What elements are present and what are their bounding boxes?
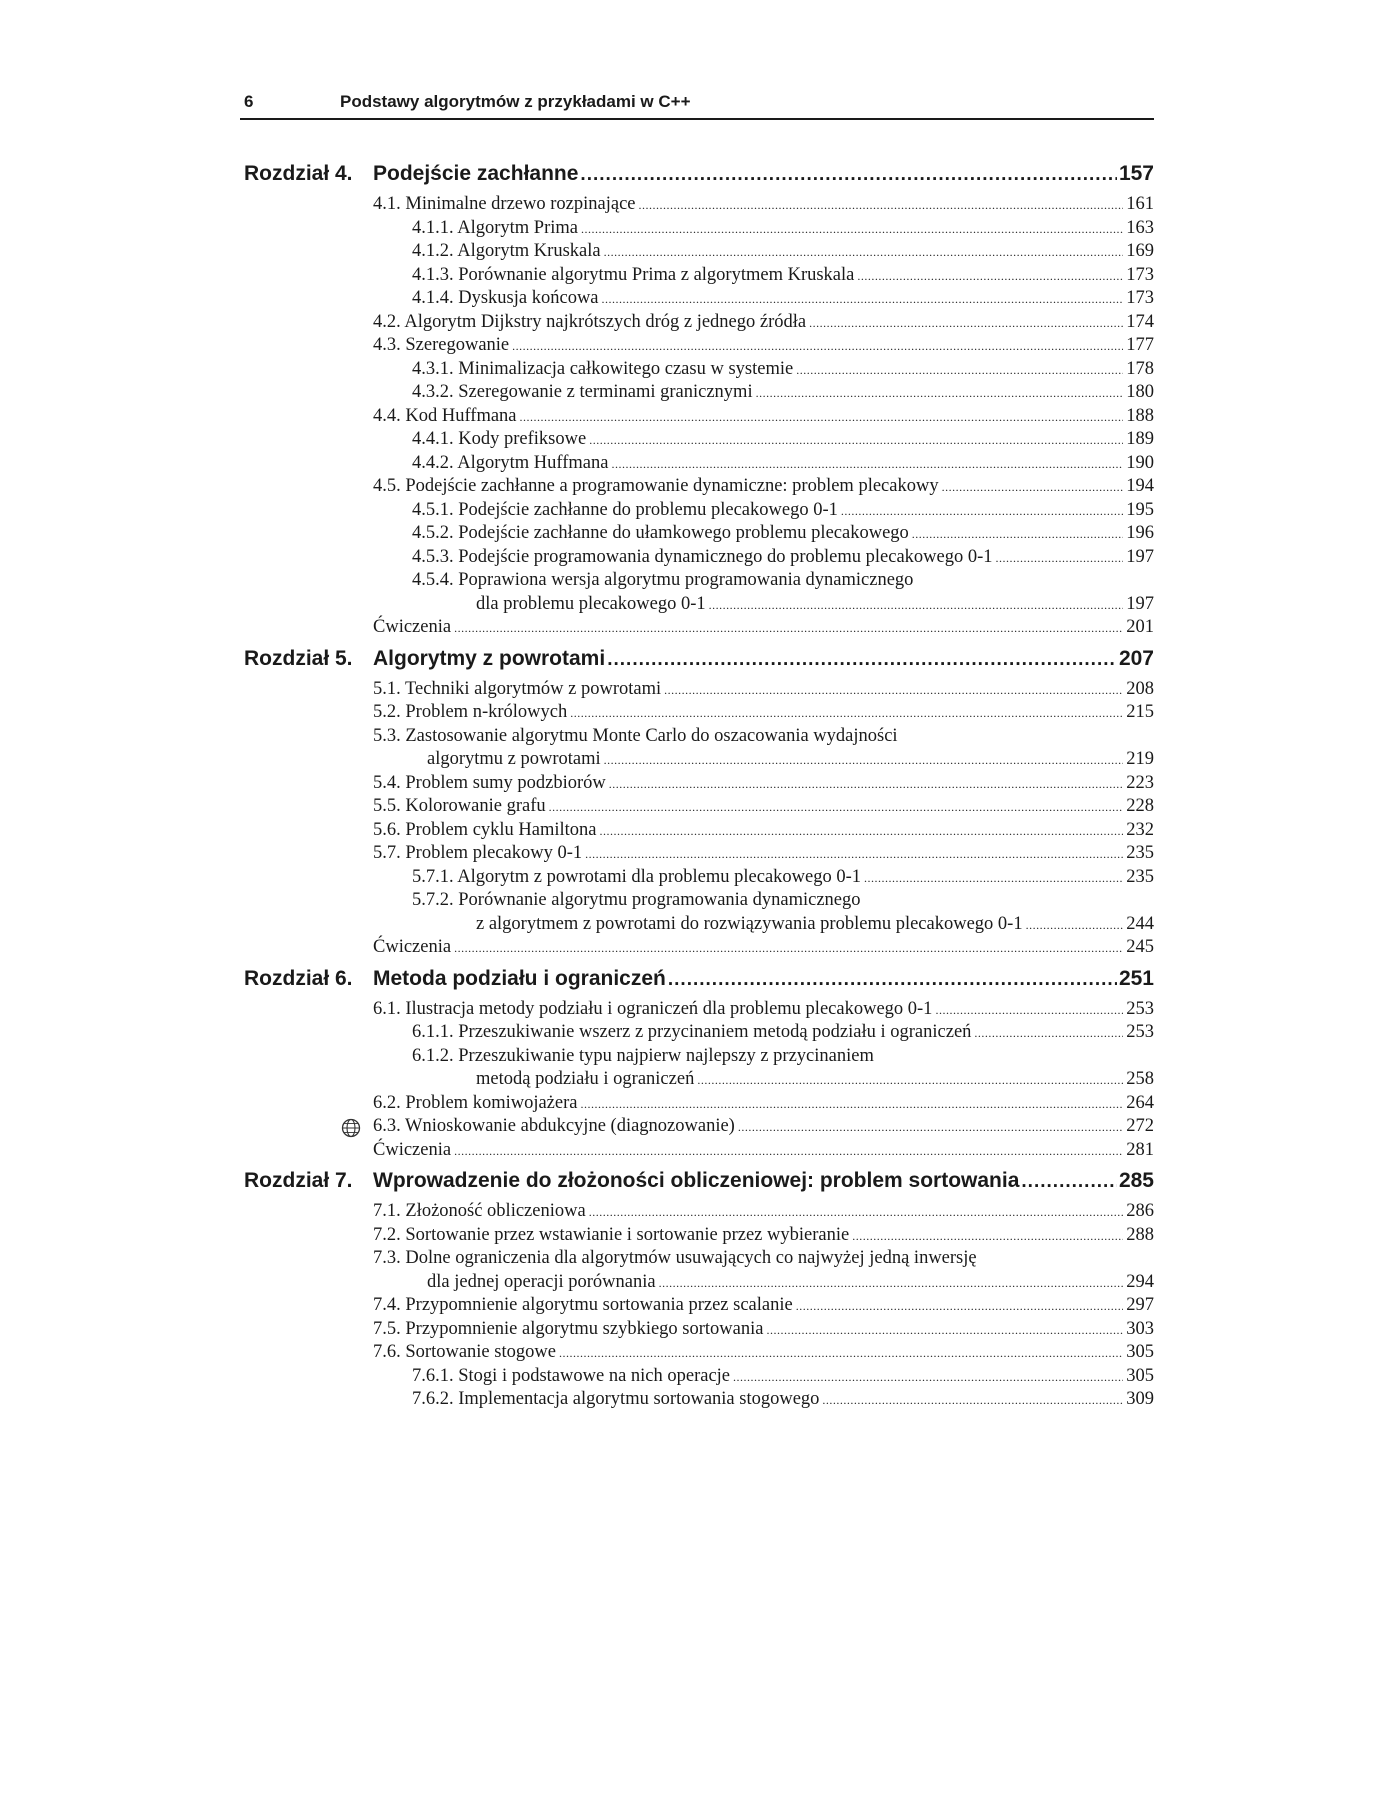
entry-title: 5.7. Problem plecakowy 0-1	[373, 843, 583, 863]
dot-leader	[659, 1276, 1123, 1291]
entry-page: 195	[1126, 499, 1154, 520]
entry-title: metodą podziału i ograniczeń	[476, 1069, 695, 1089]
dot-leader	[585, 847, 1123, 862]
entry-title: 7.6.2. Implementacja algorytmu sortowania stogowego	[412, 1389, 820, 1409]
entry-title: 7.1. Złożoność obliczeniowa	[373, 1201, 586, 1221]
toc-entry[interactable]	[476, 1069, 1154, 1093]
chapter-title: Wprowadzenie do złożoności obliczeniowej: problem sortowania	[373, 1169, 1020, 1192]
entry-page: 190	[1126, 452, 1154, 473]
dot-leader	[639, 198, 1124, 213]
toc-entry[interactable]	[373, 1201, 1154, 1225]
dot-leader	[589, 1205, 1123, 1220]
entry-page: 294	[1126, 1271, 1154, 1292]
entry-title: 4.5.1. Podejście zachłanne do problemu plecakowego 0-1	[412, 499, 838, 520]
chapter-page: 285	[1118, 1169, 1154, 1192]
dot-leader	[454, 941, 1123, 956]
chapter-label: Rozdział 4.	[244, 162, 353, 185]
dot-leader	[996, 551, 1123, 566]
dot-leader	[796, 1299, 1123, 1314]
entry-title: 4.5. Podejście zachłanne a programowanie dynamiczne: problem plecakowy	[373, 476, 939, 496]
toc-entry[interactable]	[373, 1342, 1154, 1366]
toc-entry[interactable]	[373, 335, 1154, 359]
toc-entry[interactable]	[412, 453, 1154, 477]
toc-entry[interactable]	[373, 1225, 1154, 1249]
toc-entry[interactable]	[427, 749, 1154, 773]
entry-page: 253	[1126, 1022, 1154, 1042]
book-title: Podstawy algorytmów z przykładami w C++	[340, 92, 691, 111]
dot-leader	[609, 777, 1123, 792]
chapter-title: Podejście zachłanne	[373, 162, 579, 185]
toc-entry[interactable]	[412, 500, 1154, 524]
entry-title: 6.3. Wnioskowanie abdukcyjne (diagnozowanie)	[373, 1116, 735, 1136]
toc-entry[interactable]	[373, 1295, 1154, 1319]
entry-title: 5.7.2. Porównanie algorytmu programowania dynamicznego	[412, 890, 861, 910]
dot-leader	[822, 1393, 1123, 1408]
toc-entry[interactable]	[373, 937, 1154, 961]
dot-leader	[664, 683, 1123, 698]
toc-entry[interactable]	[373, 843, 1154, 867]
entry-title: 4.4.1. Kody prefiksowe	[412, 429, 587, 449]
entry-title: 7.3. Dolne ograniczenia dla algorytmów usuwających co najwyżej jedną inwersję	[373, 1248, 977, 1268]
entry-page: 303	[1126, 1318, 1154, 1339]
toc-entry[interactable]	[373, 617, 1154, 641]
dot-leader	[580, 1097, 1123, 1112]
entry-page: 258	[1126, 1069, 1154, 1089]
dot-leader	[864, 871, 1123, 886]
entry-page: 281	[1126, 1139, 1154, 1160]
entry-title: 4.3.2. Szeregowanie z terminami granicznymi	[412, 382, 753, 402]
chapter-title: Algorytmy z powrotami	[373, 646, 606, 670]
dot-leader	[668, 969, 1117, 991]
chapter-4	[240, 162, 1154, 643]
toc-entry[interactable]	[412, 523, 1154, 547]
dot-leader	[697, 1073, 1123, 1088]
entry-title: 5.3. Zastosowanie algorytmu Monte Carlo do oszacowania wydajności	[373, 725, 898, 746]
toc-entry[interactable]	[412, 890, 1154, 914]
entry-title: 7.2. Sortowanie przez wstawianie i sortowanie przez wybieranie	[373, 1224, 850, 1245]
toc-entry[interactable]	[412, 1022, 1154, 1046]
dot-leader	[549, 800, 1123, 815]
toc-entry[interactable]	[373, 796, 1154, 820]
toc-entry[interactable]	[373, 773, 1154, 797]
toc-entry[interactable]	[412, 570, 1154, 594]
entry-page: 194	[1126, 476, 1154, 496]
dot-leader	[520, 410, 1123, 425]
dot-leader	[604, 245, 1123, 260]
toc-entry[interactable]	[373, 1319, 1154, 1343]
dot-leader	[709, 598, 1123, 613]
entry-title: 4.3.1. Minimalizacja całkowitego czasu w systemie	[412, 358, 794, 379]
entry-page: 163	[1126, 217, 1154, 238]
chapter-heading[interactable]	[240, 647, 1154, 679]
dot-leader	[857, 269, 1123, 284]
entry-title: 5.7.1. Algorytm z powrotami dla problemu plecakowego 0-1	[412, 866, 862, 887]
toc-entry[interactable]	[373, 1140, 1154, 1164]
chapter-heading[interactable]	[240, 1169, 1154, 1201]
entry-page: 264	[1126, 1092, 1154, 1113]
entry-title: 4.1.1. Algorytm Prima	[412, 217, 578, 238]
dot-leader	[1021, 1171, 1117, 1193]
entry-title: 4.5.2. Podejście zachłanne do ułamkowego problemu plecakowego	[412, 523, 909, 543]
entry-title: 4.1. Minimalne drzewo rozpinające	[373, 194, 636, 214]
running-header	[240, 92, 1154, 120]
toc-entry[interactable]	[373, 476, 1154, 500]
entry-page: 235	[1126, 843, 1154, 863]
toc-entry[interactable]	[373, 1093, 1154, 1117]
entry-page: 235	[1126, 866, 1154, 887]
entry-title: 4.4. Kod Huffmana	[373, 405, 517, 426]
dot-leader	[570, 706, 1123, 721]
toc-entry[interactable]	[412, 241, 1154, 265]
entry-page: 201	[1126, 617, 1154, 637]
toc-entry[interactable]	[412, 288, 1154, 312]
chapter-5	[240, 647, 1154, 963]
chapter-6	[240, 967, 1154, 1166]
entry-page: 197	[1126, 593, 1154, 614]
toc-entry[interactable]	[412, 429, 1154, 453]
entry-title: 7.5. Przypomnienie algorytmu szybkiego sortowania	[373, 1318, 764, 1339]
entry-page: 272	[1126, 1116, 1154, 1136]
chapter-page: 157	[1118, 162, 1154, 185]
dot-leader	[942, 480, 1123, 495]
dot-leader	[602, 292, 1123, 307]
entry-title: 6.1. Ilustracja metody podziału i ograniczeń dla problemu plecakowego 0-1	[373, 998, 933, 1019]
entry-title: 6.2. Problem komiwojażera	[373, 1092, 578, 1113]
table-of-contents	[240, 162, 1154, 1419]
toc-entry[interactable]	[412, 547, 1154, 571]
entry-title: 5.2. Problem n-królowych	[373, 702, 568, 722]
toc-entry[interactable]	[373, 406, 1154, 430]
entry-page: 245	[1126, 937, 1154, 957]
entry-page: 208	[1126, 678, 1154, 699]
entry-title: 4.1.2. Algorytm Kruskala	[412, 241, 601, 261]
entry-page: 232	[1126, 819, 1154, 840]
dot-leader	[581, 222, 1123, 237]
dot-leader	[604, 753, 1123, 768]
entry-page: 305	[1126, 1342, 1154, 1362]
toc-entry[interactable]	[412, 1389, 1154, 1413]
entry-page: 228	[1126, 796, 1154, 816]
entry-page: 161	[1126, 194, 1154, 214]
entry-title: dla problemu plecakowego 0-1	[476, 593, 706, 614]
dot-leader	[809, 316, 1123, 331]
toc-entry[interactable]	[373, 312, 1154, 336]
dot-leader	[766, 1323, 1123, 1338]
chapter-page: 251	[1118, 966, 1154, 990]
toc-entry[interactable]	[373, 1248, 1154, 1272]
chapter-label: Rozdział 5.	[244, 646, 353, 670]
dot-leader	[589, 433, 1123, 448]
page-number: 6	[244, 92, 254, 111]
entry-page: 286	[1126, 1201, 1154, 1221]
entry-title: algorytmu z powrotami	[427, 749, 601, 769]
toc-entry[interactable]	[412, 382, 1154, 406]
dot-leader	[733, 1370, 1123, 1385]
entry-page: 309	[1126, 1389, 1154, 1409]
entry-page: 215	[1126, 702, 1154, 722]
entry-page: 305	[1126, 1365, 1154, 1386]
toc-entry[interactable]	[412, 265, 1154, 289]
chapter-label: Rozdział 6.	[244, 966, 353, 990]
entry-title: Ćwiczenia	[373, 1139, 452, 1160]
dot-leader	[559, 1346, 1123, 1361]
entry-page: 174	[1126, 311, 1154, 332]
entry-title: 4.2. Algorytm Dijkstry najkrótszych dróg z jednego źródła	[373, 311, 807, 332]
entry-title: dla jednej operacji porównania	[427, 1271, 656, 1292]
toc-entry[interactable]	[373, 702, 1154, 726]
dot-leader	[738, 1120, 1123, 1135]
chapter-label: Rozdział 7.	[244, 1169, 353, 1192]
toc-entry[interactable]	[427, 1272, 1154, 1296]
toc-entry[interactable]	[412, 867, 1154, 891]
chapter-7	[240, 1169, 1154, 1415]
entry-page: 253	[1126, 998, 1154, 1019]
chapter-heading[interactable]	[240, 162, 1154, 194]
entry-title: 7.4. Przypomnienie algorytmu sortowania przez scalanie	[373, 1295, 793, 1315]
entry-title: 4.1.4. Dyskusja końcowa	[412, 288, 599, 308]
dot-leader	[935, 1003, 1123, 1018]
toc-entry[interactable]	[373, 999, 1154, 1023]
entry-page: 288	[1126, 1224, 1154, 1245]
toc-entry[interactable]	[412, 1366, 1154, 1390]
entry-title: 7.6. Sortowanie stogowe	[373, 1342, 556, 1362]
entry-title: 7.6.1. Stogi i podstawowe na nich operacje	[412, 1365, 731, 1386]
entry-title: 4.5.4. Poprawiona wersja algorytmu programowania dynamicznego	[412, 570, 914, 590]
toc-entry[interactable]	[373, 679, 1154, 703]
dot-leader	[600, 824, 1123, 839]
entry-page: 297	[1126, 1295, 1154, 1315]
entry-title: 4.3. Szeregowanie	[373, 335, 510, 355]
entry-title: 5.1. Techniki algorytmów z powrotami	[373, 678, 662, 699]
entry-page: 169	[1126, 241, 1154, 261]
entry-page: 173	[1126, 288, 1154, 308]
entry-page: 188	[1126, 405, 1154, 426]
entry-title: 4.4.2. Algorytm Huffmana	[412, 452, 609, 473]
toc-entry[interactable]	[476, 914, 1154, 938]
dot-leader	[454, 621, 1123, 636]
dot-leader	[454, 1144, 1123, 1159]
dot-leader	[974, 1026, 1123, 1041]
chapter-heading[interactable]	[240, 967, 1154, 999]
dot-leader	[756, 386, 1123, 401]
entry-title: 6.1.1. Przeszukiwanie wszerz z przycinaniem metodą podziału i ograniczeń	[412, 1022, 972, 1042]
entry-page: 244	[1126, 913, 1154, 934]
chapter-page: 207	[1118, 646, 1154, 670]
toc-entry[interactable]	[373, 1116, 1154, 1140]
toc-entry[interactable]	[412, 218, 1154, 242]
dot-leader	[512, 339, 1123, 354]
globe-icon	[341, 1118, 361, 1138]
entry-title: 5.5. Kolorowanie grafu	[373, 796, 546, 816]
entry-page: 197	[1126, 546, 1154, 567]
entry-title: Ćwiczenia	[373, 617, 452, 637]
entry-title: z algorytmem z powrotami do rozwiązywania problemu plecakowego 0-1	[476, 913, 1023, 934]
entry-title: 4.1.3. Porównanie algorytmu Prima z algorytmem Kruskala	[412, 264, 855, 285]
toc-entry[interactable]	[373, 820, 1154, 844]
dot-leader	[580, 164, 1117, 186]
entry-page: 178	[1126, 358, 1154, 379]
entry-title: 4.5.3. Podejście programowania dynamicznego do problemu plecakowego 0-1	[412, 546, 993, 567]
entry-title: Ćwiczenia	[373, 937, 452, 957]
entry-page: 223	[1126, 772, 1154, 793]
chapter-title: Metoda podziału i ograniczeń	[373, 966, 666, 990]
toc-entry[interactable]	[412, 359, 1154, 383]
dot-leader	[607, 649, 1117, 671]
toc-entry[interactable]	[373, 194, 1154, 218]
entry-page: 189	[1126, 429, 1154, 449]
toc-entry[interactable]	[476, 594, 1154, 618]
entry-title: 5.4. Problem sumy podzbiorów	[373, 772, 606, 793]
entry-page: 219	[1126, 749, 1154, 769]
dot-leader	[1026, 918, 1123, 933]
entry-page: 180	[1126, 382, 1154, 402]
toc-entry[interactable]	[373, 726, 1154, 750]
dot-leader	[796, 363, 1123, 378]
entry-title: 5.6. Problem cyklu Hamiltona	[373, 819, 597, 840]
entry-page: 177	[1126, 335, 1154, 355]
entry-page: 173	[1126, 264, 1154, 285]
dot-leader	[852, 1229, 1123, 1244]
entry-page: 196	[1126, 523, 1154, 543]
dot-leader	[912, 527, 1123, 542]
entry-title: 6.1.2. Przeszukiwanie typu najpierw najlepszy z przycinaniem	[412, 1045, 874, 1066]
toc-entry[interactable]	[412, 1046, 1154, 1070]
dot-leader	[611, 457, 1123, 472]
dot-leader	[841, 504, 1123, 519]
